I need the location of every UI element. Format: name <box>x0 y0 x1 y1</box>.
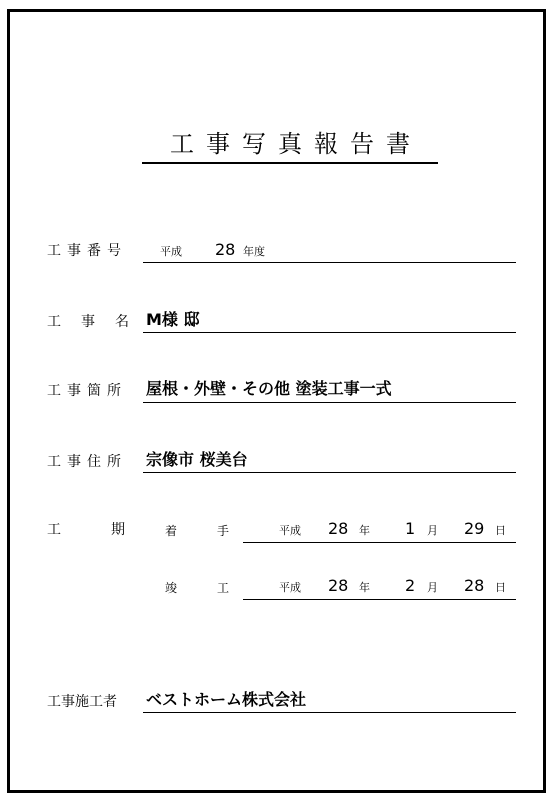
field-label-number: 工事番号 <box>47 243 127 259</box>
field-label-address: 工事住所 <box>47 454 127 470</box>
period-end-year: 28 <box>328 576 349 595</box>
contractor-underline <box>143 712 516 713</box>
period-end-label: 竣工 <box>165 581 270 595</box>
document-title <box>142 128 438 164</box>
period-start-month: 1 <box>405 519 416 538</box>
period-end-underline <box>243 599 516 600</box>
period-end-day-unit: 日 <box>495 581 506 594</box>
field-label-name: 工事名 <box>47 314 149 330</box>
field-label-location: 工事箇所 <box>47 383 127 399</box>
period-end-month: 2 <box>405 576 416 595</box>
period-start-year-unit: 年 <box>359 524 370 537</box>
contractor-value: ベストホーム株式会社 <box>146 690 307 709</box>
period-end-era: 平成 <box>279 581 301 594</box>
location-underline <box>143 402 516 403</box>
document-title-text: 工事写真報告書 <box>170 130 422 158</box>
name-underline <box>143 332 516 333</box>
number-underline <box>143 262 516 263</box>
period-end-year-unit: 年 <box>359 581 370 594</box>
period-end-month-unit: 月 <box>427 581 438 594</box>
period-start-day-unit: 日 <box>495 524 506 537</box>
period-start-day: 29 <box>464 519 485 538</box>
number-year: 28 <box>215 240 236 259</box>
period-start-era: 平成 <box>279 524 301 537</box>
number-year-suffix: 年度 <box>243 245 265 258</box>
period-end-day: 28 <box>464 576 485 595</box>
period-start-underline <box>243 542 516 543</box>
address-value: 宗像市 桜美台 <box>146 450 248 469</box>
address-underline <box>143 472 516 473</box>
name-value: M様 邸 <box>146 310 200 329</box>
field-label-period: 工期 <box>47 522 175 538</box>
document-frame <box>7 9 546 793</box>
location-value: 屋根・外壁・その他 塗装工事一式 <box>146 379 392 398</box>
period-start-year: 28 <box>328 519 349 538</box>
period-start-label: 着手 <box>165 524 270 538</box>
field-label-contractor: 工事施工者 <box>47 694 117 710</box>
number-era: 平成 <box>160 245 182 258</box>
period-start-month-unit: 月 <box>427 524 438 537</box>
